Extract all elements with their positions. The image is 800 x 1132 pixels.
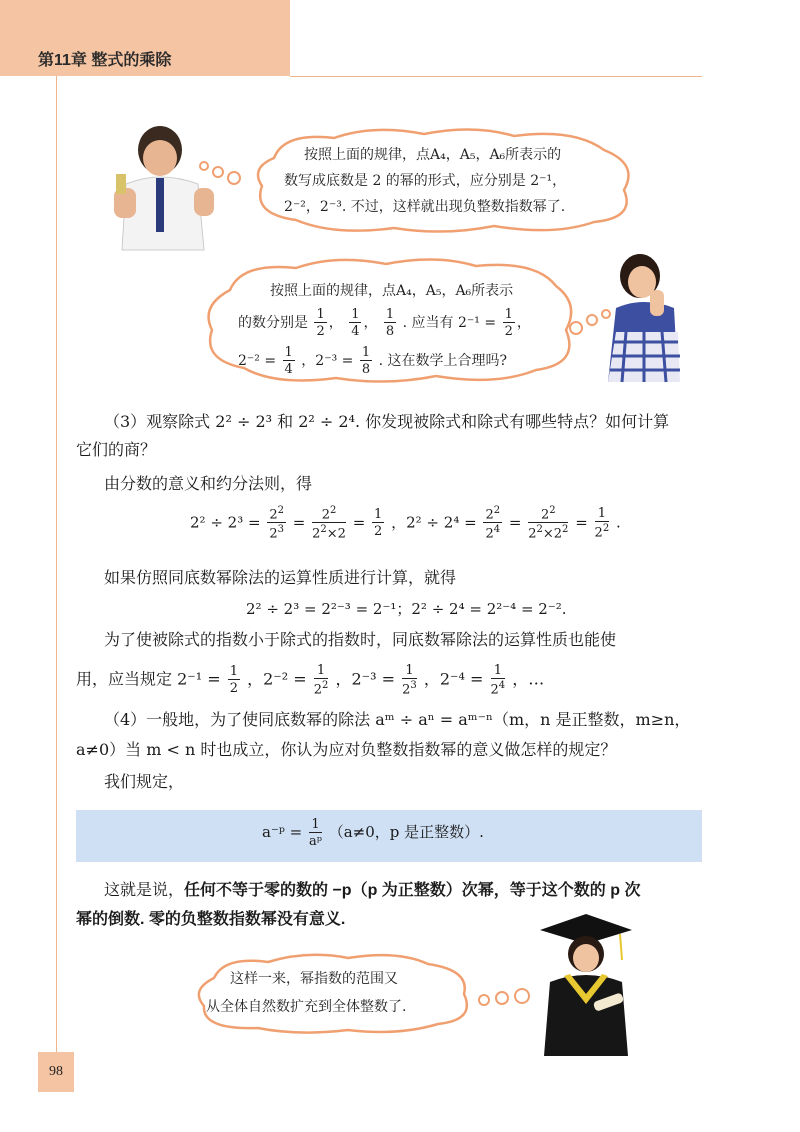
bubble1-line3: 2⁻²，2⁻³. 不过，这样就出现负整数指数幂了. (284, 199, 566, 215)
fraction-equation: 2² ÷ 2³ = $\frac{2^2}{2^3}$ = $\frac{2^2}{2^2\times 2}$ = $\frac{1}{2}$ ，2² ÷ 2⁴ = $\frac{2^2}{2^4}$ = $\frac{2^2}{2^2\times 2^2}$ = $\frac{1}{2^2}$ . (190, 505, 621, 542)
bubble2-line1: 按照上面的规律，点A₄，A₅，A₆所表示 (270, 283, 514, 299)
girl-illustration (604, 252, 684, 384)
bubble1-tail (196, 158, 246, 192)
thought-bubble-2 (196, 254, 580, 386)
section4-line2: a≠0）当 m < n 时也成立，你认为应对负整数指数幂的意义做怎样的规定？ (76, 740, 617, 759)
conclusion-line1: 这就是说，任何不等于零的数的 −p（p 为正整数）次幂，等于这个数的 p 次 (104, 880, 641, 899)
section3-line5: 为了使被除式的指数小于除式的指数时，同底数幂除法的运算性质也能使 (104, 630, 617, 649)
bubble1-line2: 数写成底数是 2 的幂的形式，应分别是 2⁻¹， (284, 173, 567, 189)
graduate-girl-illustration (536, 914, 636, 1056)
section3-line4: 如果仿照同底数幂除法的运算性质进行计算，就得 (104, 568, 457, 587)
negative-exponent-definition: a⁻ᵖ = $\frac{1}{\text{aᵖ}}$ （a≠0，p 是正整数）. (262, 817, 484, 849)
section4-line1: （4）一般地，为了使同底数幂的除法 aᵐ ÷ aⁿ = aᵐ⁻ⁿ（m，n 是正整数，m≥n， (104, 710, 691, 729)
chapter-title: 第11章 整式的乘除 (38, 52, 172, 69)
thought-bubble-3 (188, 950, 478, 1036)
margin-rule (56, 76, 57, 1056)
section3-line1: （3）观察除式 2² ÷ 2³ 和 2² ÷ 2⁴. 你发现被除式和除式有哪些特点？如何计算 (104, 412, 670, 431)
bubble1-line1: 按照上面的规律，点A₄，A₅，A₆所表示的 (304, 147, 562, 163)
section3-line3: 由分数的意义和约分法则，得 (104, 474, 313, 493)
conclusion-line2: 幂的倒数. 零的负整数指数幂没有意义. (76, 911, 346, 928)
bubble2-line3: 2⁻² = $\frac{1}{4}$ ，2⁻³ = $\frac{1}{8}$ . 这在数学上合理吗? (238, 345, 507, 377)
header-divider (290, 76, 702, 77)
section3-line6: 用，应当规定 2⁻¹ = $\frac{1}{2}$ ，2⁻² = $\frac{1}{2^2}$ ，2⁻³ = $\frac{1}{2^3}$ ，2⁻⁴ = $\frac{1}{2^4}$ ，… (76, 663, 545, 698)
bubble2-line2: 的数分别是 $\frac{1}{2}$ ， $\frac{1}{4}$ ， $\frac{1}{8}$ . 应当有 2⁻¹ = $\frac{1}{2}$ ， (238, 307, 531, 339)
thought-bubble-1 (244, 124, 642, 236)
section3-line2: 它们的商？ (76, 440, 157, 459)
exponent-equation: 2² ÷ 2³ = 2²⁻³ = 2⁻¹；2² ÷ 2⁴ = 2²⁻⁴ = 2⁻². (246, 600, 567, 618)
bubble3-tail (474, 986, 534, 1016)
bubble3-line2: 从全体自然数扩充到全体整数了. (206, 999, 407, 1015)
section4-line3: 我们规定， (104, 772, 185, 791)
page-number: 98 (49, 1064, 63, 1079)
bubble3-line1: 这样一来，幂指数的范围又 (230, 971, 398, 987)
